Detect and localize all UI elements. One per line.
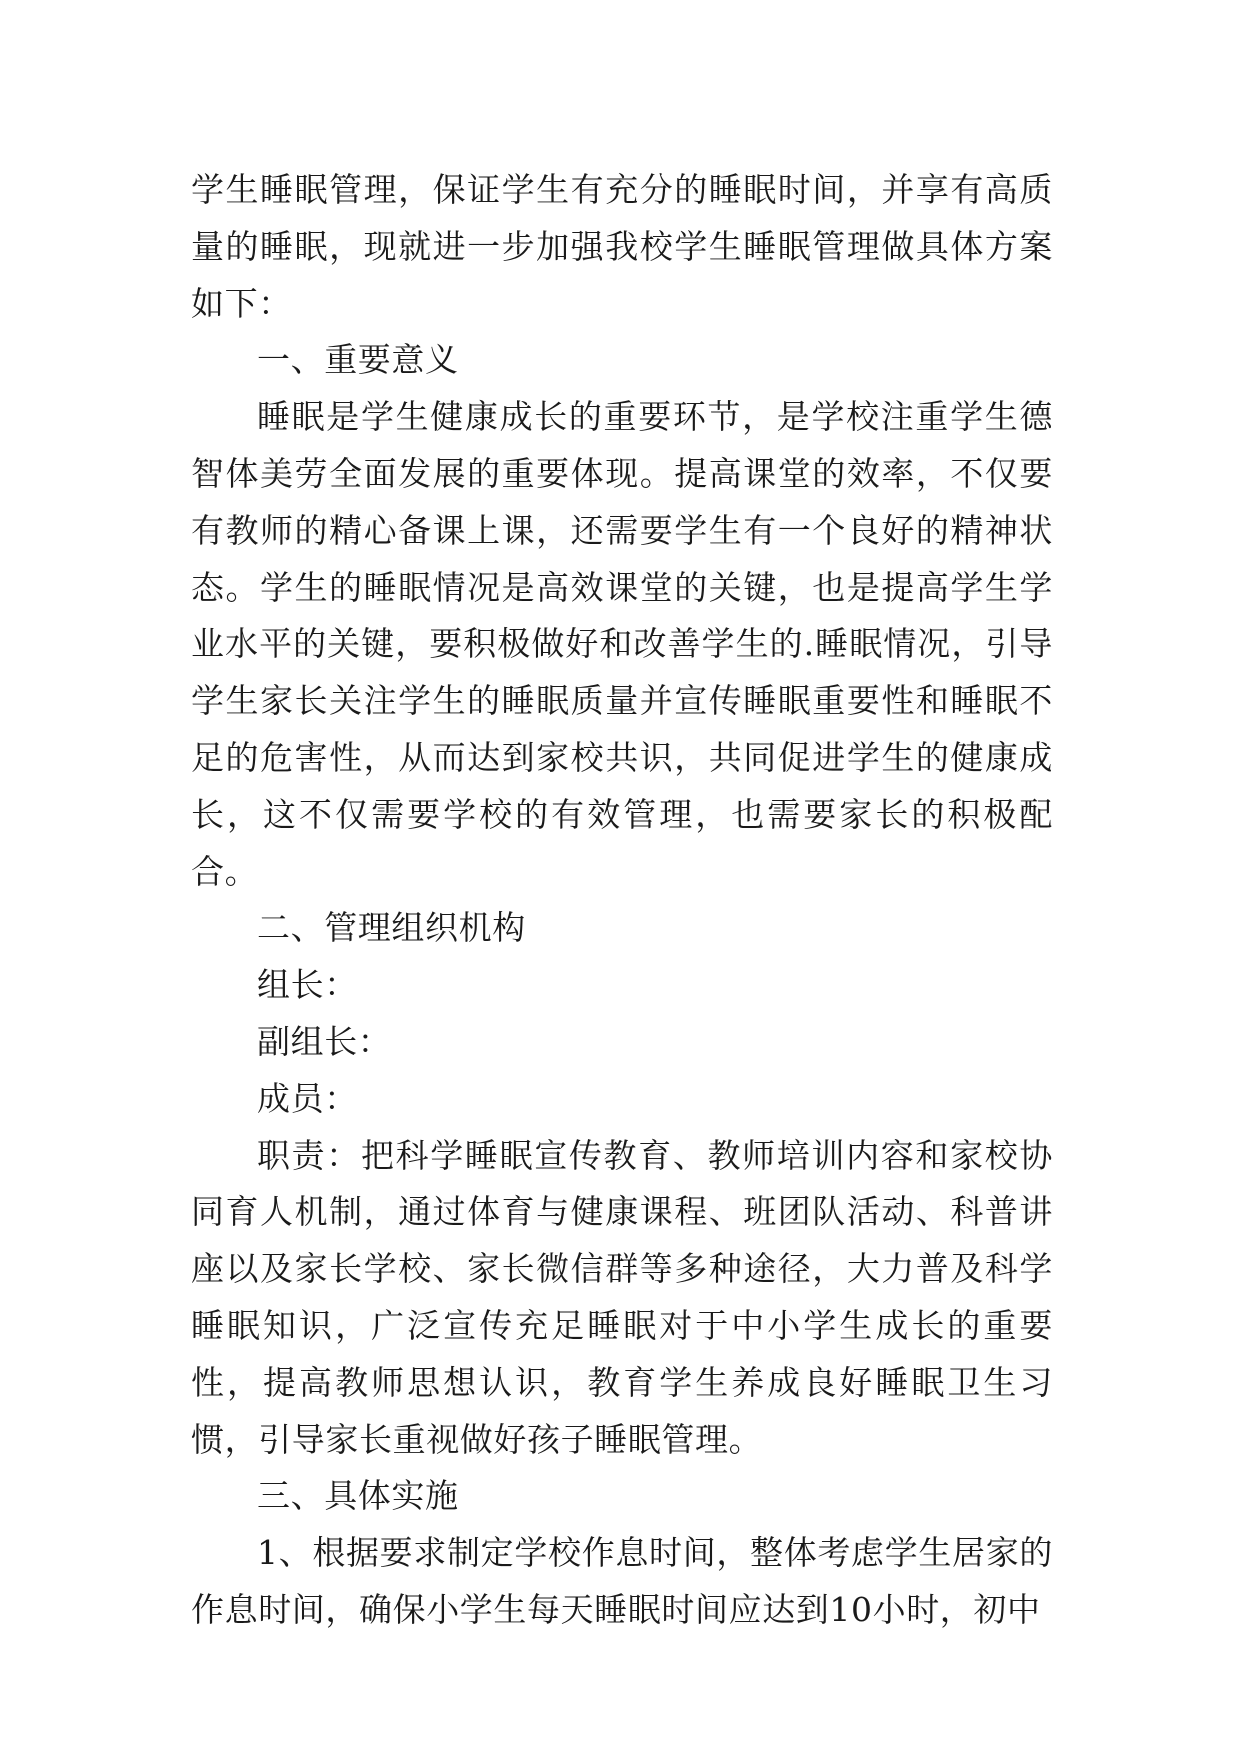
document-body xyxy=(191,162,1053,1639)
line-members: 成员： xyxy=(257,1078,358,1118)
heading-importance: 一、重要意义 xyxy=(257,340,459,380)
heading-implementation: 三、具体实施 xyxy=(257,1476,459,1516)
line-deputy-leader: 副组长： xyxy=(257,1021,392,1061)
paragraph-importance: 睡眠是学生健康成长的重要环节，是学校注重学生德智体美劳全面发展的重要体现。提高课堂的效率，不仅要有教师的精心备课上课，还需要学生有一个良好的精神状态。学生的睡眠情况是高效课堂的关键，也是提高学生学业水平的关键，要积极做好和改善学生的.睡眠情况，引导学生家长关注学生的睡眠质量并宣传睡眠重要性和睡眠不足的危害性，从而达到家校共识，共同促进学生的健康成长，这不仅需要学校的有效管理，也需要家长的积极配合。 xyxy=(191,397,1053,891)
line-group-leader: 组长： xyxy=(257,965,358,1005)
heading-organization: 二、管理组织机构 xyxy=(257,908,526,948)
paragraph-implementation-1: 1、根据要求制定学校作息时间，整体考虑学生居家的作息时间，确保小学生每天睡眠时间应达到10小时，初中 xyxy=(191,1533,1053,1629)
paragraph-intro: 学生睡眠管理，保证学生有充分的睡眠时间，并享有高质量的睡眠，现就进一步加强我校学生睡眠管理做具体方案如下： xyxy=(191,170,1053,323)
paragraph-duties: 职责：把科学睡眠宣传教育、教师培训内容和家校协同育人机制，通过体育与健康课程、班团队活动、科普讲座以及家长学校、家长微信群等多种途径，大力普及科学睡眠知识，广泛宣传充足睡眠对于中小学生成长的重要性，提高教师思想认识，教育学生养成良好睡眠卫生习惯，引导家长重视做好孩子睡眠管理。 xyxy=(191,1135,1053,1459)
